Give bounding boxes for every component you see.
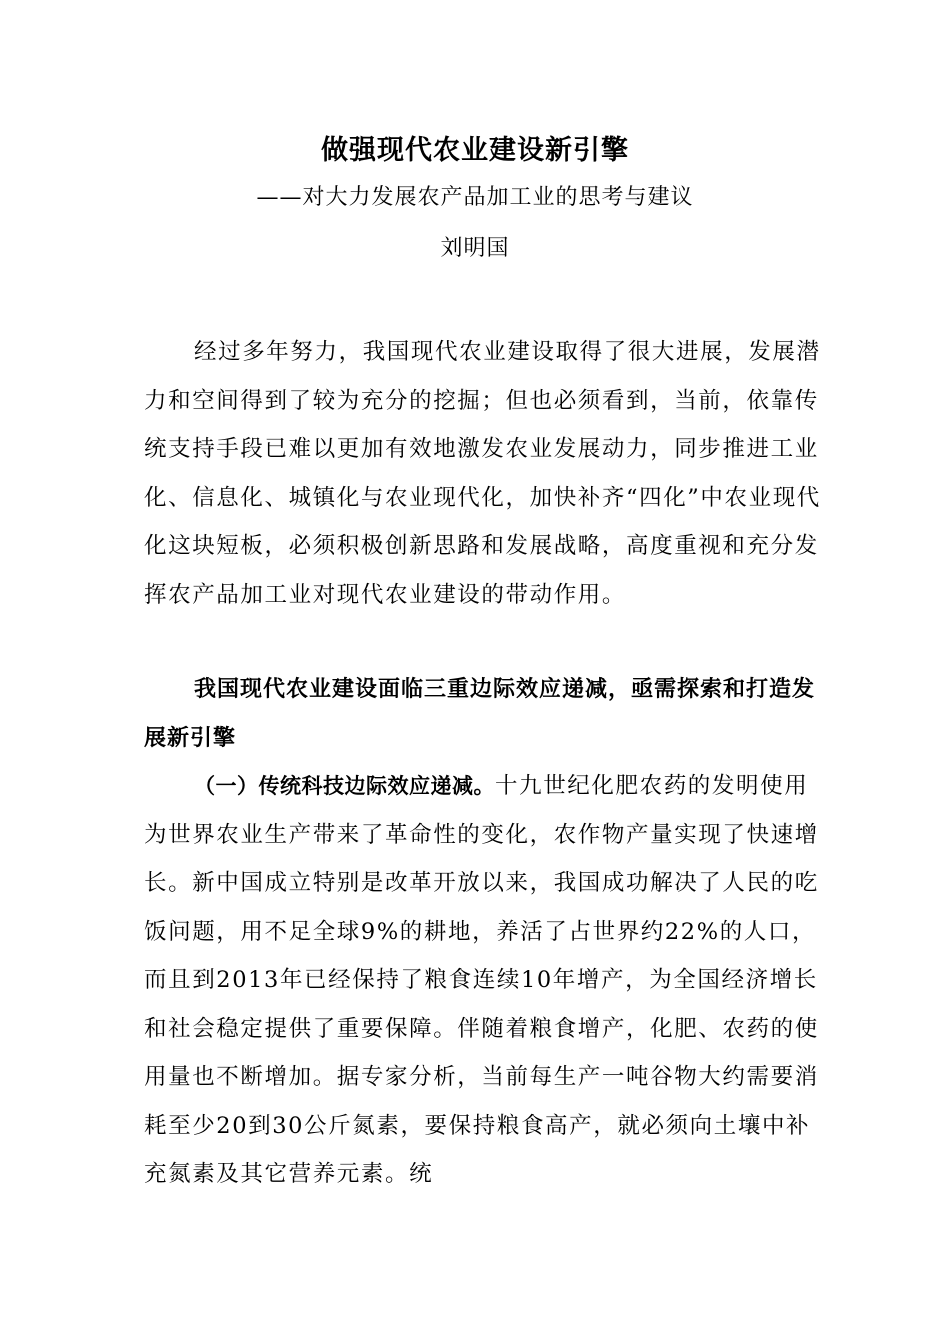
section-heading: 我国现代农业建设面临三重边际效应递减，亟需探索和打造发展新引擎 [144,677,816,751]
document-subtitle: ——对大力发展农产品加工业的思考与建议 [256,185,694,210]
sub-heading: （一）传统科技边际效应递减。 [194,774,495,798]
intro-paragraph: 经过多年努力，我国现代农业建设取得了很大进展，发展潜力和空间得到了较为充分的挖掘；但也必须看到，当前，依靠传统支持手段已难以更加有效地激发农业发展动力，同步推进工业化、信息化、城镇化与农业现代化，加快补齐“四化”中农业现代化这块短板，必须积极创新思路和发展战略，高度重视和充分发挥农产品加工业对现代农业建设的带动作用。 [144,339,821,608]
document-author: 刘明国 [440,236,510,261]
body-paragraph [144,762,824,1199]
body-paragraph-text: 十九世纪化肥农药的发明使用为世界农业生产带来了革命性的变化，农作物产量实现了快速增长。新中国成立特别是改革开放以来，我国成功解决了人民的吃饭问题，用不足全球9%的耕地，养活了占世界约22%的人口，而且到2013年已经保持了粮食连续10年增产，为全国经济增长和社会稳定提供了重要保障。伴随着粮食增产，化肥、农药的使用量也不断增加。据专家分析，当前每生产一吨谷物大约需要消耗至少20到30公斤氮素，要保持粮食高产，就必须向土壤中补充氮素及其它营养元素。统 [144,773,819,1187]
document-title: 做强现代农业建设新引擎 [321,135,629,166]
